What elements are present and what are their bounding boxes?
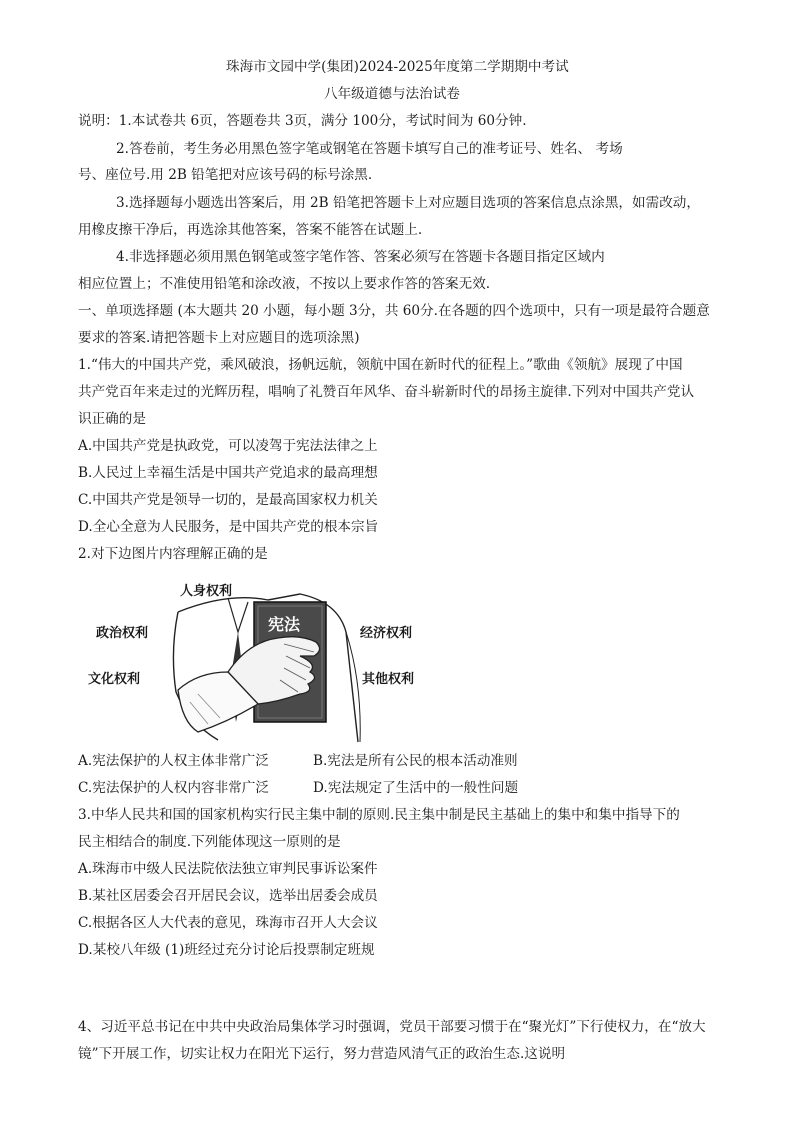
q1-option-c: C.中国共产党是领导一切的，是最高国家权力机关 (78, 492, 378, 508)
label-political-rights: 政治权利 (96, 626, 149, 641)
q1-option-a: A.中国共产党是执政党，可以凌驾于宪法法律之上 (78, 438, 378, 454)
q3-option-d: D.某校八年级 (1)班经过充分讨论后投票制定班规 (78, 942, 375, 958)
q3-stem-line1: 3.中华人民共和国的国家机构实行民主集中制的原则.民主集中制是民主基础上的集中和集中指导下的 (78, 807, 680, 823)
instruction-3-line1: 3.选择题每小题选出答案后，用 2B 铅笔把答题卡上对应题目选项的答案信息点涂黑，如需改动， (116, 195, 700, 211)
book-title-text: 宪法 (268, 615, 301, 634)
instruction-1: 说明：1.本试卷共 6页，答题卷共 3页，满分 100分，考试时间为 60分钟. (78, 113, 527, 129)
q2-stem: 2.对下边图片内容理解正确的是 (78, 546, 268, 562)
q2-option-c: C.宪法保护的人权内容非常广泛 (78, 780, 269, 796)
q2-option-a: A.宪法保护的人权主体非常广泛 (78, 753, 269, 769)
section-heading-line1: 一、单项选择题 (本大题共 20 小题，每小题 3分，共 60分.在各题的四个选项中，只有一项是最符合题意 (78, 303, 710, 319)
q1-stem-line1: 1.“伟大的中国共产党，乘风破浪，扬帆远航，领航中国在新时代的征程上。”歌曲《领航》展现了中国 (78, 357, 683, 373)
hand-on-constitution-drawing (78, 572, 438, 744)
q4-stem-line2: 镜”下开展工作，切实让权力在阳光下运行，努力营造风清气正的政治生态.这说明 (78, 1046, 566, 1062)
label-other-rights: 其他权利 (362, 672, 415, 687)
q3-option-a: A.珠海市中级人民法院依法独立审判民事诉讼案件 (78, 861, 378, 877)
instruction-2-line2: 号、座位号.用 2B 铅笔把对应该号码的标号涂黑. (78, 167, 373, 183)
exam-subtitle: 八年级道德与法治试卷 (324, 86, 460, 102)
q2-option-d: D.宪法规定了生活中的一般性问题 (313, 780, 519, 796)
label-personal-rights: 人身权利 (180, 584, 233, 599)
q4-stem-line1: 4、习近平总书记在中共中央政治局集体学习时强调，党员干部要习惯于在“聚光灯”下行使权力，在“放大 (78, 1019, 706, 1035)
q3-option-b: B.某社区居委会召开居民会议，选举出居委会成员 (78, 888, 378, 904)
label-cultural-rights: 文化权利 (88, 672, 141, 687)
q3-stem-line2: 民主相结合的制度.下列能体现这一原则的是 (78, 834, 341, 850)
q3-option-c: C.根据各区人大代表的意见，珠海市召开人大会议 (78, 915, 378, 931)
q1-option-b: B.人民过上幸福生活是中国共产党追求的最高理想 (78, 465, 378, 481)
instruction-4-line1: 4.非选择题必须用黑色钢笔或签字笔作答、答案必须写在答题卡各题目指定区域内 (116, 249, 605, 265)
section-heading-line2: 要求的答案.请把答题卡上对应题目的选项涂黑) (78, 330, 360, 346)
q1-stem-line3: 识正确的是 (78, 411, 146, 427)
instruction-4-line2: 相应位置上；不准使用铅笔和涂改液，不按以上要求作答的答案无效. (78, 276, 491, 292)
instruction-2-line1: 2.答卷前，考生务必用黑色签字笔或钢笔在答题卡填写自己的准考证号、姓名、 考场 (116, 141, 623, 157)
q1-option-d: D.全心全意为人民服务，是中国共产党的根本宗旨 (78, 519, 379, 535)
q2-option-b: B.宪法是所有公民的根本活动准则 (313, 753, 518, 769)
instruction-3-line2: 用橡皮擦干净后，再选涂其他答案，答案不能答在试题上. (78, 222, 423, 238)
q1-stem-line2: 共产党百年来走过的光辉历程，唱响了礼赞百年风华、奋斗崭新时代的昂扬主旋律.下列对中国共产党认 (78, 384, 695, 400)
label-economic-rights: 经济权利 (360, 626, 413, 641)
constitution-rights-illustration (78, 572, 438, 744)
exam-title: 珠海市文园中学(集团)2024-2025年度第二学期期中考试 (226, 59, 569, 75)
